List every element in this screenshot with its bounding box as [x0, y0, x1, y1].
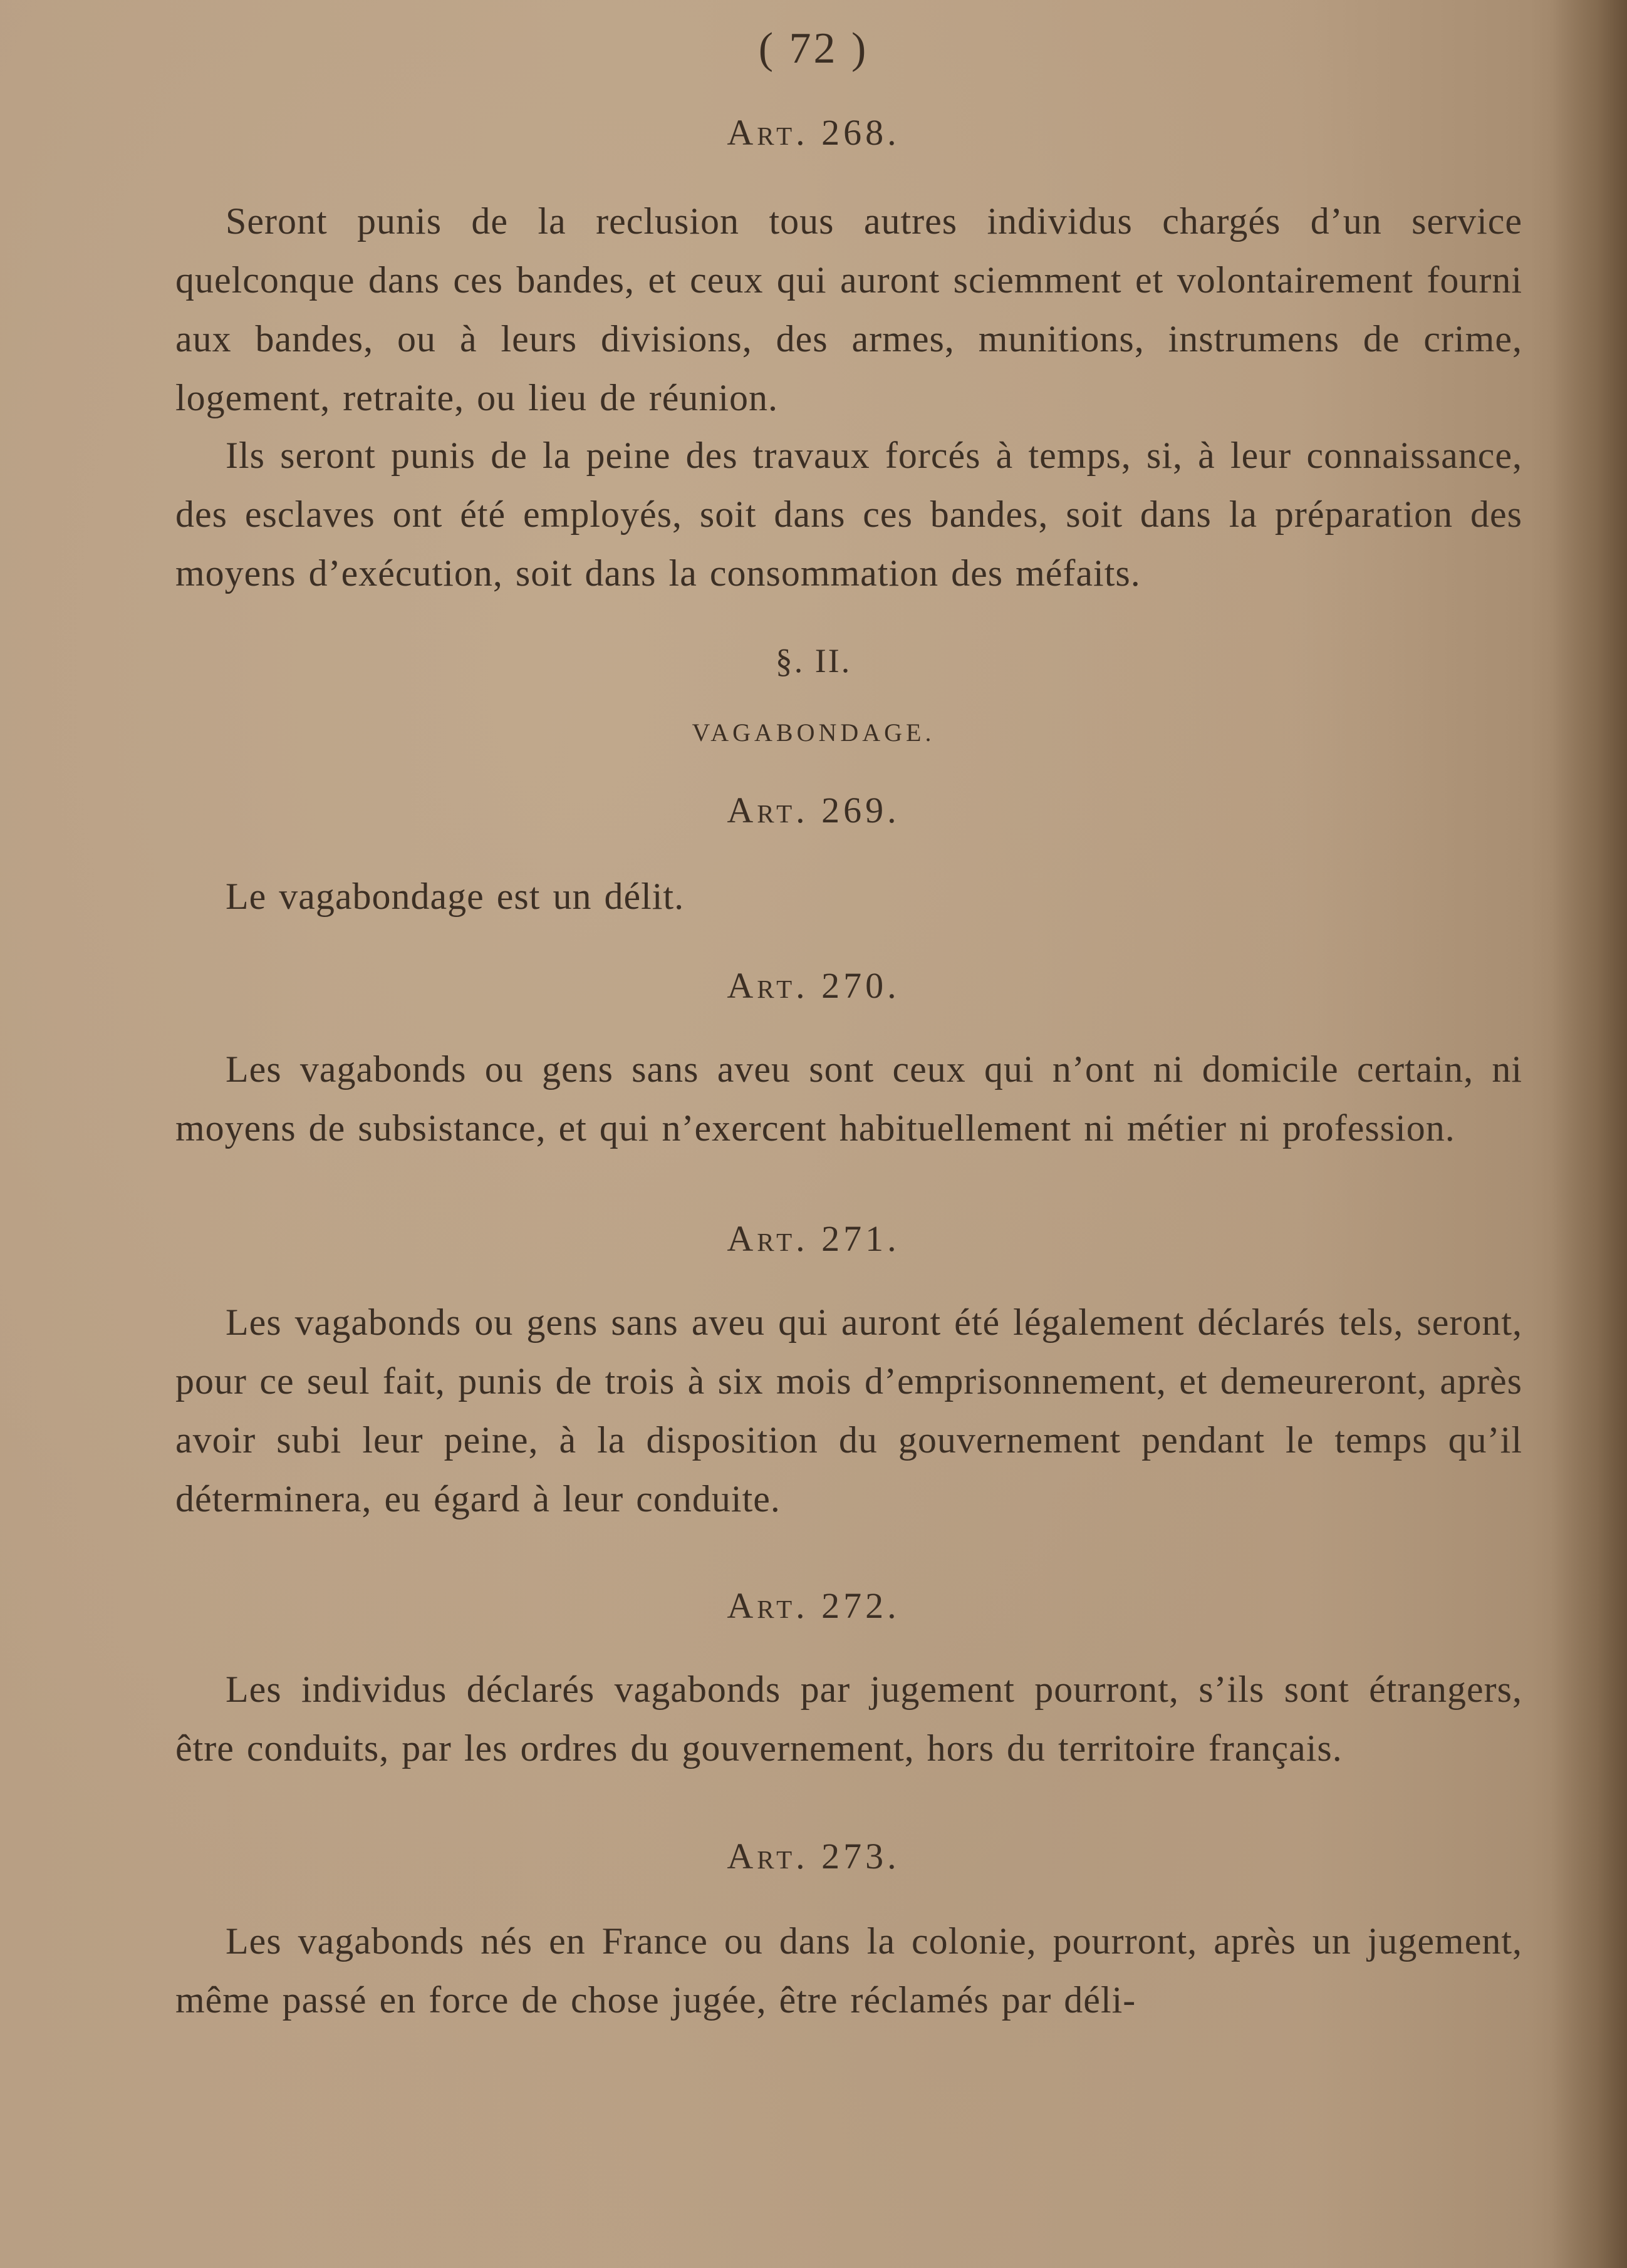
- article-273-text: Les vagabonds nés en France ou dans la colonie, pourront, après un jugement, même passé en force de chose jugée, être réclamés par déli-: [175, 1920, 1522, 2021]
- article-269-heading: Art. 269.: [727, 790, 900, 831]
- article-271-heading: Art. 271.: [727, 1218, 900, 1259]
- article-269-text: Le vagabondage est un délit.: [226, 876, 685, 917]
- article-271-text: Les vagabonds ou gens sans aveu qui auront été légalement déclarés tels, seront, pour ce seul fait, punis de trois à six mois d’emprisonnement, et demeureront, après avoir subi leur peine, à la disposition du gouvernement pendant le temps qu’il déterminera, eu égard à leur conduite.: [175, 1302, 1522, 1520]
- article-273-paragraph: [175, 1912, 1522, 2029]
- article-270-heading: Art. 270.: [727, 965, 900, 1006]
- section-title: VAGABONDAGE.: [692, 718, 935, 747]
- article-269-paragraph: [175, 867, 1522, 926]
- article-270-text: Les vagabonds ou gens sans aveu sont ceux qui n’ont ni domicile certain, ni moyens de subsistance, et qui n’exercent habituellement ni métier ni profession.: [175, 1049, 1522, 1149]
- article-270-paragraph: [175, 1040, 1522, 1157]
- article-273-heading: Art. 273.: [727, 1836, 900, 1877]
- article-268-heading: Art. 268.: [727, 112, 900, 153]
- article-268-paragraph-1: [175, 192, 1522, 427]
- article-272-heading: Art. 272.: [727, 1585, 900, 1626]
- section-number: §. II.: [775, 642, 852, 680]
- page-number: ( 72 ): [758, 24, 869, 73]
- article-268-paragraph-2-text: Ils seront punis de la peine des travaux forcés à temps, si, à leur connaissance, des esclaves ont été employés, soit dans ces bandes, soit dans la préparation des moyens d’exécution, soit dans la consommation des méfaits.: [175, 435, 1522, 594]
- article-272-paragraph: [175, 1660, 1522, 1778]
- article-268-paragraph-1-text: Seront punis de la reclusion tous autres individus chargés d’un service quelconque dans ces bandes, et ceux qui auront sciemment et volontairement fourni aux bandes, ou à leurs divisions, des armes, munitions, instrumens de crime, logement, retraite, ou lieu de réunion.: [175, 200, 1522, 418]
- article-271-paragraph: [175, 1293, 1522, 1528]
- page-edge-shadow: [1552, 0, 1627, 2268]
- article-272-text: Les individus déclarés vagabonds par jugement pourront, s’ils sont étrangers, être conduits, par les ordres du gouvernement, hors du territoire français.: [175, 1669, 1522, 1769]
- article-268-paragraph-2: [175, 426, 1522, 603]
